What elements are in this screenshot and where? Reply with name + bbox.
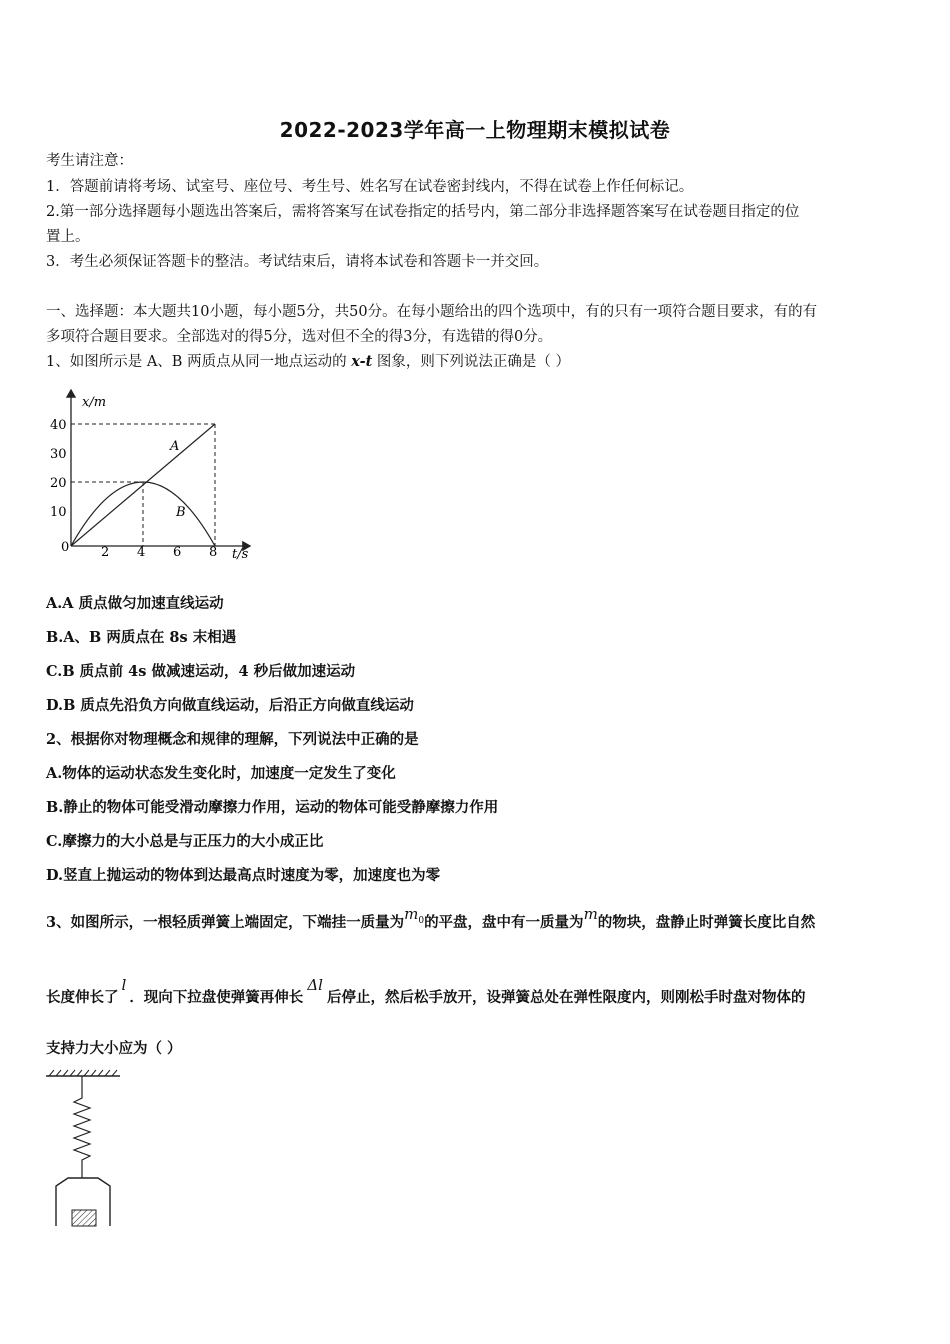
series-b-label: B	[176, 505, 186, 520]
q1-stem	[46, 353, 570, 371]
y-tick-20: 20	[50, 476, 67, 491]
q3-stem-line3: 支持力大小应为（ ）	[46, 1040, 182, 1057]
q2-stem: 2、根据你对物理概念和规律的理解，下列说法中正确的是	[46, 731, 419, 748]
notice-item-1: 1．答题前请将考场、试室号、座位号、考生号、姓名写在试卷密封线内，不得在试卷上作任何标记。	[46, 179, 694, 195]
q3-mass-m0	[404, 905, 425, 926]
q1-xt-graph	[40, 384, 270, 564]
q1-option-b: B.A、B 两质点在 8s 末相遇	[46, 629, 237, 646]
q1-stem-text-b: 图象，则下列说法正确是（ ）	[372, 354, 571, 370]
q3-text-1a: 3、如图所示，一根轻质弹簧上端固定，下端挂一质量为	[46, 914, 405, 931]
y-tick-30: 30	[50, 447, 67, 462]
block	[72, 1210, 96, 1226]
spring	[74, 1076, 90, 1178]
notice-heading: 考生请注意：	[46, 153, 133, 169]
q3-text-1c: 的物块，盘静止时弹簧长度比自然	[597, 914, 816, 931]
q1-stem-variable: x-t	[351, 353, 373, 370]
q3-m0-subscript: 0	[418, 916, 425, 926]
x-tick-8: 8	[209, 545, 218, 560]
q3-text-2b: ．现向下拉盘使弹簧再伸长	[129, 989, 304, 1006]
notice-item-3: 3．考生必须保证答题卡的整洁。考试结束后，请将本试卷和答题卡一并交回。	[46, 254, 549, 270]
x-tick-6: 6	[173, 545, 182, 560]
y-axis-label: x/m	[82, 395, 107, 410]
q2-option-d: D.竖直上抛运动的物体到达最高点时速度为零，加速度也为零	[46, 867, 441, 884]
q3-stem-line2	[46, 976, 806, 1007]
series-a-label: A	[170, 439, 180, 454]
q2-option-c: C.摩擦力的大小总是与正压力的大小成正比	[46, 833, 324, 850]
q3-text-2a: 长度伸长了	[46, 989, 119, 1006]
q2-option-b: B.静止的物体可能受滑动摩擦力作用，运动的物体可能受静摩擦力作用	[46, 799, 499, 816]
y-tick-10: 10	[50, 505, 67, 520]
q1-option-d: D.B 质点先沿负方向做直线运动，后沿正方向做直线运动	[46, 697, 414, 714]
x-tick-4: 4	[137, 545, 146, 560]
section-instructions-line1: 一、选择题：本大题共10小题，每小题5分，共50分。在每小题给出的四个选项中，有的只有一项符合题目要求，有的有	[46, 304, 818, 320]
q2-option-a: A.物体的运动状态发生变化时，加速度一定发生了变化	[46, 765, 396, 782]
q3-spring-diagram	[44, 1066, 124, 1230]
q1-stem-text-a: 1、如图所示是 A、B 两质点从同一地点运动的	[46, 354, 352, 370]
section-instructions-line2: 多项符合题目要求。全部选对的得5分，选对但不全的得3分，有选错的得0分。	[46, 329, 553, 345]
q1-option-c: C.B 质点前 4s 做减速运动，4 秒后做加速运动	[46, 663, 356, 680]
q3-m0-symbol: m	[404, 905, 419, 923]
origin-label: 0	[61, 540, 70, 555]
q3-extension-delta-l: Δl	[307, 976, 323, 994]
y-tick-40: 40	[50, 418, 67, 433]
q3-extension-l: l	[121, 976, 127, 994]
notice-item-2-cont: 置上。	[46, 229, 90, 245]
q3-text-1b: 的平盘，盘中有一质量为	[424, 914, 584, 931]
q3-text-2c: 后停止，然后松手放开，设弹簧总处在弹性限度内，则刚松手时盘对物体的	[326, 989, 806, 1006]
x-tick-2: 2	[101, 545, 110, 560]
ceiling-hatching	[46, 1070, 120, 1076]
q1-option-a: A.A 质点做匀加速直线运动	[46, 595, 224, 612]
exam-title: 2022-2023学年高一上物理期末模拟试卷	[279, 118, 671, 142]
notice-item-2: 2.第一部分选择题每小题选出答案后，需将答案写在试卷指定的括号内，第二部分非选择题答案写在试卷题目指定的位	[46, 204, 800, 220]
q3-stem-line1	[46, 905, 816, 938]
q3-mass-m: m	[583, 905, 598, 923]
x-axis-label: t/s	[232, 547, 249, 562]
